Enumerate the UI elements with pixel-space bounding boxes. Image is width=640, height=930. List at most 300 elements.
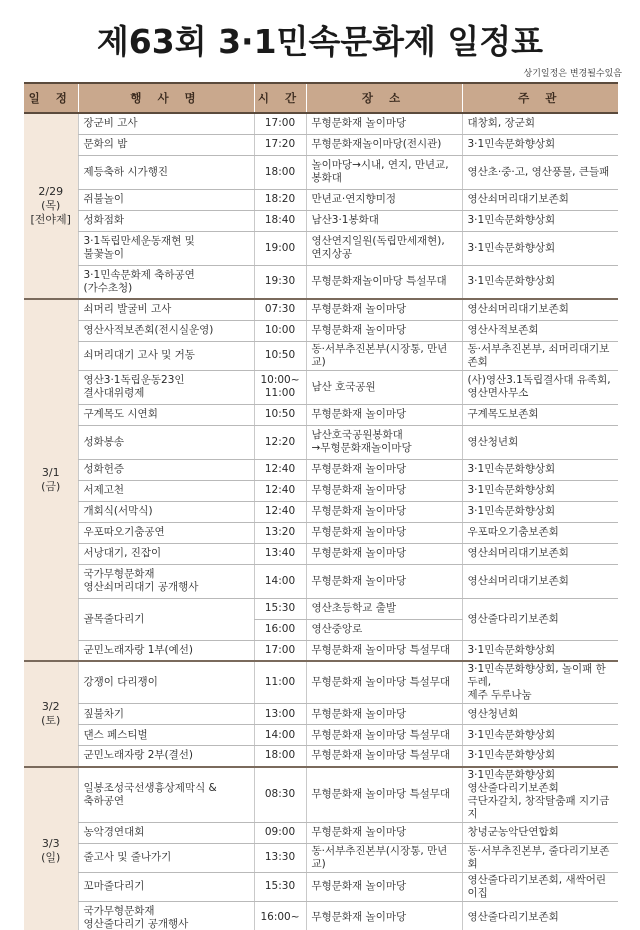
change-notice: 상기일정은 변경될수있음: [523, 69, 622, 79]
table-row: [24, 822, 618, 843]
event-time-line: 13:30: [264, 851, 296, 863]
table-row: [24, 189, 618, 210]
event-place: [306, 341, 462, 370]
table-row: [24, 704, 618, 725]
table-row: [24, 901, 618, 930]
event-name-line: (가수초청): [83, 281, 133, 294]
event-name: [78, 459, 254, 480]
event-organizer: [462, 598, 618, 640]
event-name-line: 우포따오기춤공연: [83, 526, 165, 538]
table-row: [24, 231, 618, 265]
table-row: [24, 725, 618, 746]
event-time: [254, 370, 306, 404]
event-place-line: 무형문화재 놀이마당: [311, 303, 407, 316]
event-organizer-line: 3·1민속문화향상회: [467, 138, 556, 150]
event-place-line: 무형문화재 놀이마당: [311, 324, 407, 336]
event-time: [254, 459, 306, 480]
event-name-line: 문화의 밤: [83, 138, 128, 150]
event-time-line: 12:40: [264, 505, 296, 517]
event-organizer: [462, 404, 618, 425]
event-time: [254, 598, 306, 619]
event-time-line: 15:30: [264, 602, 296, 614]
event-organizer-line: 구계목도보존회: [467, 408, 539, 420]
event-name-line: 제등축하 시가행진: [83, 165, 168, 178]
event-organizer-line: 3·1민속문화향상회: [467, 484, 556, 496]
event-organizer: [462, 320, 618, 341]
event-name: [78, 404, 254, 425]
page-title: 제63회 3·1민속문화제 일정표: [96, 22, 544, 61]
event-time-line: 10:00~: [260, 374, 300, 386]
event-organizer: [462, 113, 618, 134]
event-place-line: 무형문화재 놀이마당: [311, 880, 407, 892]
event-organizer-line: 우포따오기춤보존회: [467, 526, 559, 538]
event-place: [306, 320, 462, 341]
event-time-line: 16:00~: [260, 911, 300, 924]
table-row: [24, 370, 618, 404]
event-place-line: 무형문화재 놀이마당 특설무대: [311, 643, 451, 656]
event-organizer: [462, 767, 618, 823]
event-time: [254, 231, 306, 265]
event-name-line: 개회식(서막식): [83, 505, 153, 517]
table-row: [24, 598, 618, 619]
date-cell-line: (목): [41, 199, 61, 212]
event-time-line: 14:00: [264, 728, 296, 741]
event-organizer-line: 동·서부추진본부, 쇠머리대기보존회: [467, 342, 610, 368]
event-organizer-line: 영산청년회: [467, 707, 519, 720]
event-name: [78, 822, 254, 843]
event-organizer-line: 영산쇠머리대기보존회: [467, 193, 569, 205]
event-organizer-line: 영산쇠머리대기보존회: [467, 303, 569, 316]
event-time: [254, 210, 306, 231]
event-name-line: 농악경연대회: [83, 826, 145, 838]
event-place-line: 무형문화재 놀이마당: [311, 505, 407, 517]
table-row: [24, 746, 618, 767]
table-row: [24, 480, 618, 501]
event-name-line: 꼬마줄다리기: [83, 880, 145, 892]
event-time: [254, 155, 306, 189]
event-place-line: 남산 호국공원: [311, 380, 376, 393]
table-row: [24, 425, 618, 459]
table-header-row: [24, 83, 618, 113]
event-place: [306, 872, 462, 901]
event-time: [254, 543, 306, 564]
event-time-line: 10:50: [264, 408, 296, 420]
event-time: [254, 661, 306, 704]
table-row: [24, 767, 618, 823]
event-place: [306, 661, 462, 704]
event-organizer-line: 3·1민속문화향상회: [467, 241, 556, 254]
event-place: [306, 767, 462, 823]
event-place-line: 봉화대: [311, 172, 342, 184]
event-place-line: 무형문화재 놀이마당 특설무대: [311, 788, 451, 800]
schedule-body: [24, 113, 618, 930]
event-time-line: 16:00: [264, 623, 296, 635]
event-place-line: 무형문화재 놀이마당: [311, 484, 407, 496]
event-organizer-line: 영산줄다리기보존회: [467, 781, 559, 794]
date-cell: [24, 767, 78, 930]
event-name: [78, 189, 254, 210]
event-place-line: 무형문화재 놀이마당: [311, 117, 407, 130]
event-organizer-line: 영산줄다리기보존회: [467, 612, 559, 625]
event-place-line: 동·서부추진본부(시장통, 만년교): [311, 342, 448, 368]
event-organizer-line: 동·서부추진본부, 줄다리기보존회: [467, 844, 610, 870]
event-organizer: [462, 872, 618, 901]
table-row: [24, 640, 618, 661]
event-time: [254, 320, 306, 341]
event-name-line: 결사대위령제: [83, 387, 145, 399]
event-organizer: [462, 822, 618, 843]
event-time: [254, 767, 306, 823]
event-organizer-line: 대창회, 장군회: [467, 117, 536, 130]
event-organizer-line: 3·1민속문화향상회: [467, 643, 556, 656]
event-name: [78, 543, 254, 564]
event-organizer: [462, 480, 618, 501]
event-organizer-line: 영산사적보존회: [467, 324, 539, 336]
date-cell: [24, 299, 78, 661]
event-organizer: [462, 459, 618, 480]
event-place: [306, 640, 462, 661]
event-place: [306, 564, 462, 598]
event-name: [78, 843, 254, 872]
event-place-line: 남산3·1봉화대: [311, 214, 379, 226]
event-time-line: 14:00: [264, 574, 296, 587]
event-time: [254, 341, 306, 370]
event-time-line: 11:00: [264, 676, 296, 688]
table-row: [24, 459, 618, 480]
event-organizer: [462, 425, 618, 459]
event-name-line: 국가무형문화재: [83, 904, 155, 917]
event-organizer: [462, 341, 618, 370]
event-time: [254, 746, 306, 767]
event-place-line: 무형문화재놀이마당(전시관): [311, 138, 442, 150]
event-place: [306, 543, 462, 564]
event-place-line: 무형문화재 놀이마당: [311, 707, 407, 720]
event-name-line: 댄스 페스티벌: [83, 728, 148, 741]
event-name: [78, 210, 254, 231]
event-name: [78, 299, 254, 320]
event-place: [306, 425, 462, 459]
event-organizer: [462, 543, 618, 564]
event-place: [306, 231, 462, 265]
event-place-line: 무형문화재 놀이마당: [311, 526, 407, 538]
date-cell: [24, 661, 78, 767]
event-name-line: 영산줄다리기 공개행사: [83, 917, 189, 930]
event-place: [306, 459, 462, 480]
event-organizer: [462, 299, 618, 320]
event-name-line: 쇠머리 발굴비 고사: [83, 303, 172, 316]
event-organizer-line: 3·1민속문화향상회, 놀이패 한두레,: [467, 663, 606, 688]
event-organizer-line: 영산쇠머리대기보존회: [467, 547, 569, 559]
event-place-line: →무형문화재놀이마당: [311, 442, 412, 454]
event-place: [306, 746, 462, 767]
date-cell-line: 2/29: [38, 185, 64, 198]
event-place-line: 무형문화재 놀이마당: [311, 547, 407, 559]
table-row: [24, 210, 618, 231]
event-time: [254, 725, 306, 746]
event-name: [78, 661, 254, 704]
event-name: [78, 598, 254, 640]
event-place: [306, 501, 462, 522]
event-time: [254, 134, 306, 155]
event-time-line: 18:00: [264, 165, 296, 178]
event-name: [78, 134, 254, 155]
event-name: [78, 746, 254, 767]
event-organizer-line: 창녕군농악단연합회: [467, 826, 559, 838]
event-time: [254, 704, 306, 725]
event-organizer-line: 3·1민속문화향상회: [467, 749, 556, 762]
event-time-line: 17:00: [264, 643, 296, 656]
event-organizer-line: 3·1민속문화향상회: [467, 214, 556, 226]
event-place-line: 무형문화재 놀이마당 특설무대: [311, 749, 451, 762]
event-time: [254, 872, 306, 901]
event-name: [78, 231, 254, 265]
event-time: [254, 425, 306, 459]
table-row: [24, 320, 618, 341]
event-organizer: [462, 564, 618, 598]
event-name: [78, 155, 254, 189]
event-place: [306, 134, 462, 155]
event-time: [254, 843, 306, 872]
event-time-line: 10:00: [264, 324, 296, 336]
event-organizer-line: 영산줄다리기보존회: [467, 911, 559, 924]
event-name-line: 골목줄다리기: [83, 612, 145, 625]
date-cell-line: [전야제]: [30, 213, 71, 226]
header-organizer: 주 관: [462, 83, 618, 113]
event-name: [78, 425, 254, 459]
event-name: [78, 501, 254, 522]
header-event-name: 행 사 명: [78, 83, 254, 113]
event-name-line: 영산쇠머리대기 공개행사: [83, 581, 199, 593]
table-row: [24, 134, 618, 155]
event-name-line: 영산사적보존회(전시실운영): [83, 324, 214, 336]
event-time-line: 13:20: [264, 526, 296, 538]
event-name-line: 3·1민속문화제 축하공연: [83, 268, 195, 281]
event-place: [306, 210, 462, 231]
event-name: [78, 767, 254, 823]
event-name-line: 성화점화: [83, 214, 125, 226]
event-organizer-line: 3·1민속문화향상회: [467, 463, 556, 475]
date-cell-line: (일): [41, 850, 61, 864]
event-place-line: 영산연지일원(독립만세재현),: [311, 235, 445, 247]
event-place-line: 놀이마당→시내, 연지, 만년교,: [311, 159, 449, 171]
table-row: [24, 501, 618, 522]
event-place: [306, 901, 462, 930]
date-cell-line: 3/1: [41, 466, 60, 479]
event-organizer-line: 제주 두루나눔: [467, 689, 532, 701]
event-name-line: 강쟁이 다리쟁이: [83, 676, 158, 688]
event-name-line: 성화헌증: [83, 463, 125, 475]
event-organizer-line: 영산초·중·고, 영산풍물, 큰들패: [467, 165, 610, 178]
table-row: [24, 299, 618, 320]
event-time: [254, 404, 306, 425]
event-place-line: 영산중앙로: [311, 623, 363, 635]
event-name-line: 국가무형문화재: [83, 568, 155, 580]
event-place: [306, 598, 462, 619]
event-time-line: 18:20: [264, 193, 296, 205]
event-time: [254, 822, 306, 843]
event-time-line: 17:20: [264, 138, 296, 150]
event-organizer-line: 영산줄다리기보존회, 새싹어린이집: [467, 873, 607, 899]
event-organizer: [462, 704, 618, 725]
date-cell: [24, 113, 78, 299]
event-time-line: 12:40: [264, 463, 296, 475]
event-name: [78, 872, 254, 901]
event-name-line: 쥐불놀이: [83, 193, 125, 205]
event-time-line: 09:00: [264, 826, 296, 838]
table-row: [24, 522, 618, 543]
event-time: [254, 299, 306, 320]
event-name: [78, 522, 254, 543]
event-organizer: [462, 661, 618, 704]
event-time: [254, 619, 306, 640]
event-time-line: 07:30: [264, 303, 296, 316]
event-organizer: [462, 746, 618, 767]
event-organizer: [462, 501, 618, 522]
event-name-line: 서낭대기, 진잡이: [83, 547, 162, 559]
event-time: [254, 522, 306, 543]
event-time-line: 19:30: [264, 275, 296, 288]
event-place: [306, 370, 462, 404]
event-organizer: [462, 843, 618, 872]
event-place-line: 남산호국공원봉화대: [311, 429, 403, 441]
event-name: [78, 564, 254, 598]
event-time: [254, 501, 306, 522]
event-name-line: 3·1독립만세운동재현 및: [83, 235, 195, 247]
event-organizer: [462, 210, 618, 231]
table-row: [24, 843, 618, 872]
event-place: [306, 619, 462, 640]
event-organizer: [462, 640, 618, 661]
event-place-line: 연지상공: [311, 248, 353, 260]
event-name: [78, 640, 254, 661]
table-row: [24, 661, 618, 704]
event-time-line: 13:00: [264, 707, 296, 720]
event-name-line: 짚불차기: [83, 707, 125, 720]
event-place-line: 무형문화재 놀이마당 특설무대: [311, 728, 451, 741]
event-time-line: 10:50: [264, 349, 296, 361]
event-organizer: [462, 725, 618, 746]
table-row: [24, 341, 618, 370]
event-organizer-line: 영산면사무소: [467, 387, 529, 399]
table-row: [24, 113, 618, 134]
event-time-line: 12:20: [264, 435, 296, 448]
event-place: [306, 189, 462, 210]
event-time-line: 17:00: [264, 117, 296, 130]
event-name-line: 구계목도 시연회: [83, 408, 158, 420]
event-place: [306, 480, 462, 501]
header-date: 일 정: [24, 83, 78, 113]
event-name-line: 축하공연: [83, 794, 125, 807]
event-time-line: 13:40: [264, 547, 296, 559]
event-time: [254, 564, 306, 598]
event-place-line: 무형문화재 놀이마당: [311, 911, 407, 924]
event-organizer-line: 3·1민속문화향상회: [467, 505, 556, 517]
table-row: [24, 404, 618, 425]
event-time: [254, 480, 306, 501]
event-time-line: 11:00: [264, 387, 296, 399]
event-time: [254, 901, 306, 930]
event-place: [306, 265, 462, 299]
event-organizer-line: 3·1민속문화향상회: [467, 275, 556, 288]
header-place: 장 소: [306, 83, 462, 113]
date-cell-line: 3/3: [41, 836, 60, 850]
event-place: [306, 113, 462, 134]
event-organizer: [462, 901, 618, 930]
event-name-line: 군민노래자랑 1부(예선): [83, 643, 193, 656]
table-row: [24, 543, 618, 564]
event-place-line: 영산초등학교 출발: [311, 602, 396, 614]
event-time-line: 18:00: [264, 749, 296, 762]
event-place: [306, 299, 462, 320]
event-organizer: [462, 522, 618, 543]
event-name-line: 장군비 고사: [83, 117, 138, 130]
event-name: [78, 704, 254, 725]
event-name-line: 성화봉송: [83, 435, 125, 448]
event-time: [254, 113, 306, 134]
event-name: [78, 370, 254, 404]
event-name: [78, 480, 254, 501]
event-organizer-line: 3·1민속문화향상회: [467, 768, 556, 781]
event-name: [78, 265, 254, 299]
event-place: [306, 843, 462, 872]
event-time: [254, 265, 306, 299]
event-place: [306, 704, 462, 725]
event-time-line: 15:30: [264, 880, 296, 892]
event-organizer-line: 3·1민속문화향상회: [467, 728, 556, 741]
event-organizer-line: 영산청년회: [467, 435, 519, 448]
event-name-line: 군민노래자랑 2부(결선): [83, 749, 193, 762]
event-name-line: 영산3·1독립운동23인: [83, 374, 185, 386]
event-name: [78, 725, 254, 746]
event-organizer: [462, 189, 618, 210]
event-organizer-line: 극단자갈치, 창작탈춤패 지기금지: [467, 794, 610, 820]
event-organizer: [462, 134, 618, 155]
schedule-table: [24, 82, 618, 930]
event-place: [306, 522, 462, 543]
event-name: [78, 320, 254, 341]
event-organizer: [462, 155, 618, 189]
event-name-line: 일봉조성국선생흉상제막식 &: [83, 781, 217, 794]
event-place-line: 만년교·연지향미정: [311, 193, 396, 205]
event-place-line: 무형문화재 놀이마당: [311, 826, 407, 838]
table-row: [24, 265, 618, 299]
event-name: [78, 901, 254, 930]
event-name: [78, 341, 254, 370]
event-place-line: 무형문화재 놀이마당: [311, 408, 407, 420]
table-row: [24, 872, 618, 901]
event-time: [254, 640, 306, 661]
event-organizer-line: 영산쇠머리대기보존회: [467, 574, 569, 587]
event-organizer: [462, 265, 618, 299]
event-place-line: 무형문화재 놀이마당: [311, 463, 407, 475]
table-row: [24, 155, 618, 189]
event-place-line: 동·서부추진본부(시장통, 만년교): [311, 844, 448, 870]
event-place-line: 무형문화재 놀이마당: [311, 574, 407, 587]
event-time-line: 08:30: [264, 788, 296, 800]
event-name-line: 불꽃놀이: [83, 248, 125, 260]
event-name: [78, 113, 254, 134]
event-place: [306, 404, 462, 425]
event-time-line: 12:40: [264, 484, 296, 496]
event-place-line: 무형문화재놀이마당 특설무대: [311, 275, 447, 288]
date-cell-line: (토): [41, 713, 61, 727]
date-cell-line: (금): [41, 480, 61, 493]
header-time: 시 간: [254, 83, 306, 113]
event-organizer: [462, 231, 618, 265]
event-organizer-line: (사)영산3.1독립결사대 유족회,: [467, 374, 611, 386]
table-row: [24, 564, 618, 598]
event-time-line: 18:40: [264, 214, 296, 226]
